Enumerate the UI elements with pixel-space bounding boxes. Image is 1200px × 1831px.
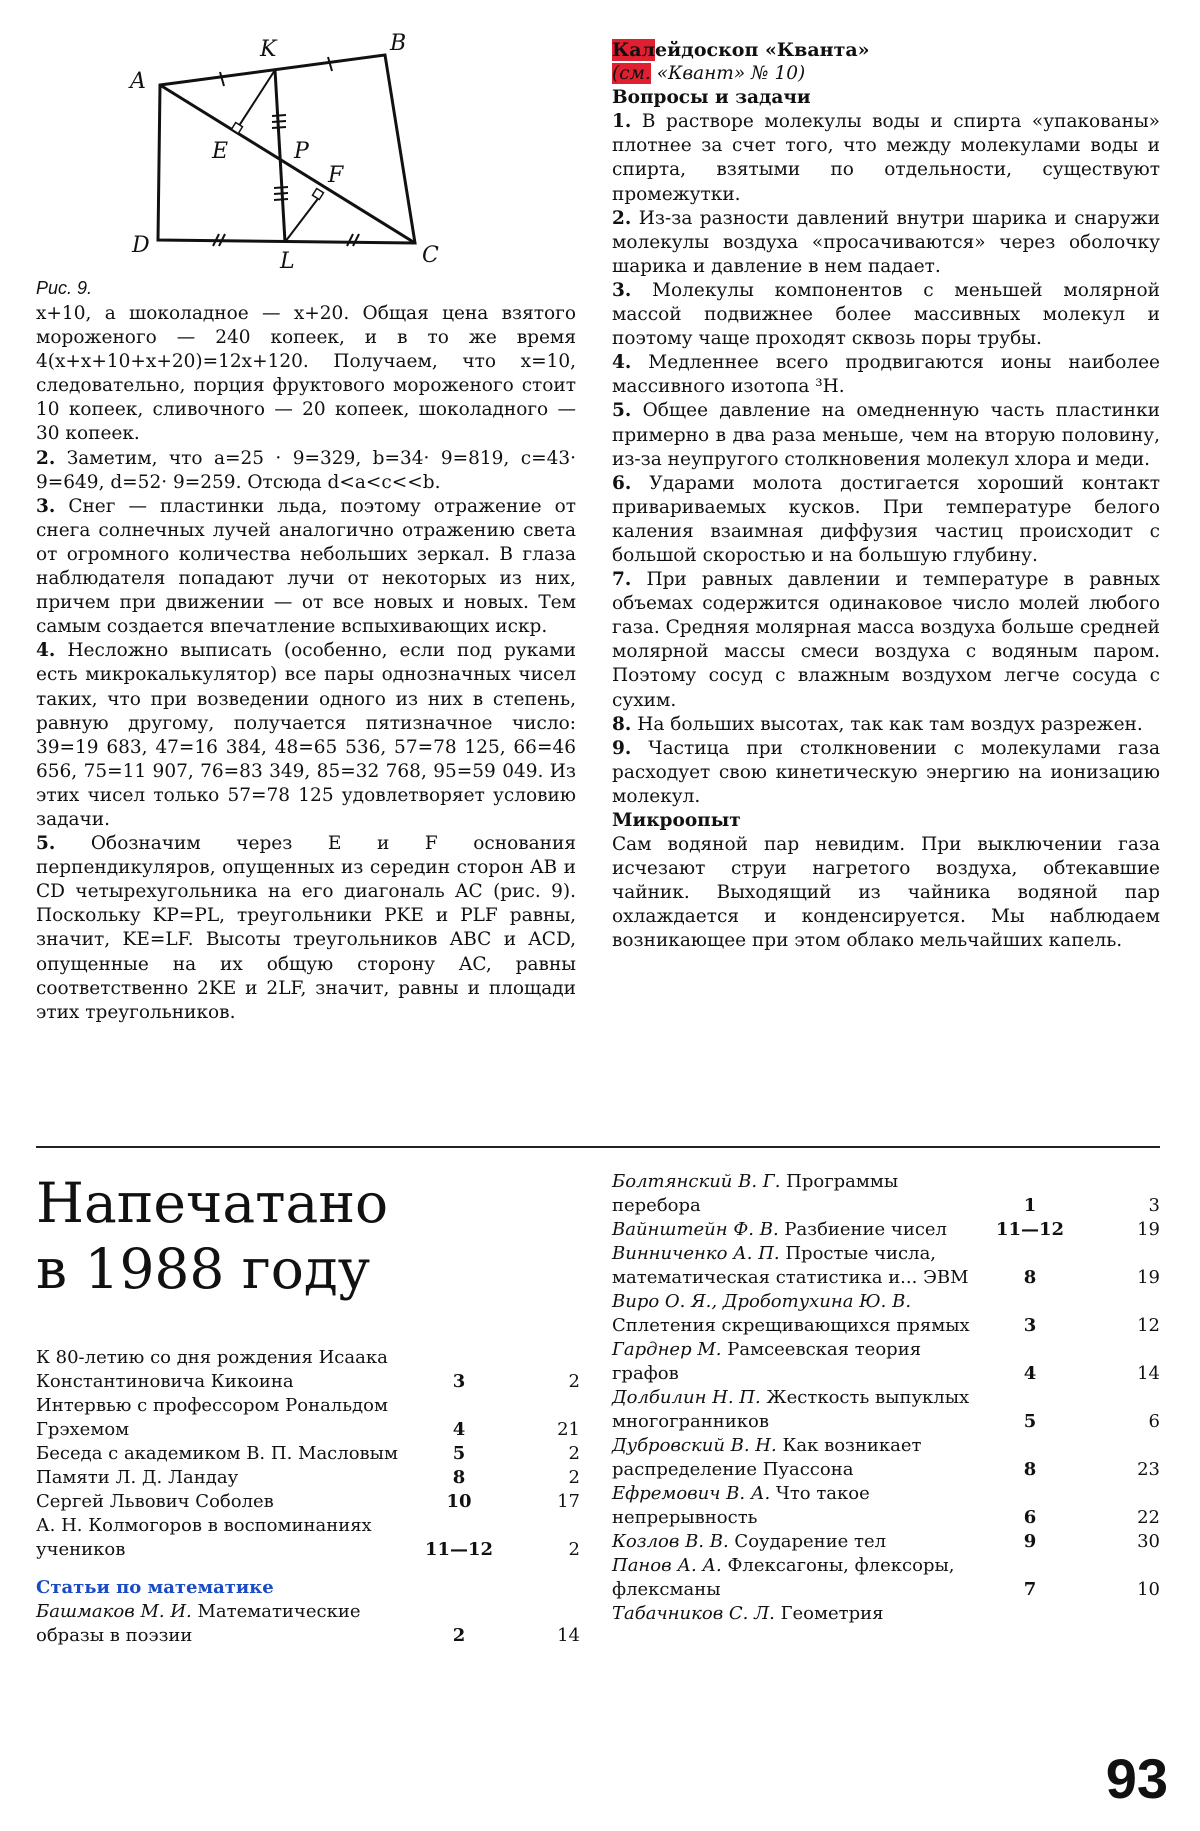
kaleidoscope-item: 7. При равных давлении и температуре в равных объемах содержится одинаковое число молей любого газа. Средняя молярная масса воздуха больше средней молярной массы смеси воздуха с водяным паром. Поэтому сосуд с влажным воздухом легче сосуда с сухим.: [612, 569, 1160, 711]
kaleidoscope-item: 4. Медленнее всего продвигаются ионы наиболее массивного изотопа ³H.: [612, 352, 1160, 398]
kaleidoscope-item: 3. Молекулы компонентов с меньшей молярной массой подвижнее более массивных молекул и поэтому чаще проходят сквозь поры трубы.: [612, 279, 1160, 350]
figure-caption: Рис. 9.: [36, 278, 93, 298]
kaleidoscope-item: 5. Общее давление на омедненную часть пластинки примерно в два раза меньше, чем на вторую половину, из-за неупругого столкновения молекул хлора и меди.: [612, 400, 1160, 470]
toc-right-column: [612, 1170, 1160, 1626]
toc-entry: Гарднер М. Рамсеевская теория графов 4 14: [612, 1339, 1160, 1384]
kaleidoscope-item: 2. Из-за разности давлений внутри шарика и снаружи молекулы воздуха «просачиваются» через оболочку шарика и давление в нем падает.: [612, 207, 1160, 277]
label-l: L: [280, 249, 295, 274]
issue-reference: (см. «Квант» № 10): [612, 63, 806, 85]
answer-3: 3. Снег — пластинки льда, поэтому отражение от снега солнечных лучей аналогично отражению света от огромного количества небольших зеркал. В глаза наблюдателя попадают лучи от некоторых из них, причем при движении — от все новых и новых. Тем самым создается впечатление вспыхивающих искр.: [36, 495, 576, 638]
label-k: K: [260, 37, 277, 62]
label-c: C: [422, 243, 439, 268]
toc-entry: Виро О. Я., Дроботухина Ю. В. Сплетения скрещивающихся прямых 3 12: [612, 1291, 1160, 1336]
answer-5: 5. Обозначим через E и F основания перпендикуляров, опущенных из середин сторон AB и CD четырехугольника на его диагональ AC (рис. 9). Поскольку KP=PL, треугольники PKE и PLF равны, значит, KE=LF. Высоты треугольников ABC и ACD, опущенные на их общую сторону AC, равны соответственно 2KE и 2LF, значит, равны и площади этих треугольников.: [36, 833, 576, 1023]
toc-entry: Винниченко А. П. Простые числа, математическая статистика и... ЭВМ 8 19: [612, 1243, 1160, 1288]
kaleidoscope-heading: Калейдоскоп «Кванта»: [612, 39, 870, 61]
toc-entry: К 80-летию со дня рождения Исаака Константиновича Кикоина 3 2: [36, 1347, 580, 1392]
toc-entry: Дубровский В. Н. Как возникает распределение Пуассона 8 23: [612, 1435, 1160, 1480]
kaleidoscope-item: 8. На больших высотах, так как там воздух разрежен.: [612, 713, 1143, 735]
page-number: 93: [1105, 1747, 1168, 1810]
section-questions-heading: Вопросы и задачи: [612, 87, 811, 109]
answer-continuation: x+10, а шоколадное — x+20. Общая цена взятого мороженого — 240 копеек, и в то же время 4(x+x+10+x+20)=12x+120. Получаем, что x=10, следовательно, порция фруктового мороженого стоит 10 копеек, сливочного — 20 копеек, шоколадного — 30 копеек.: [36, 303, 576, 445]
toc-left-column: [36, 1346, 580, 1648]
toc-entry: Интервью с профессором Рональдом Грэхемом 4 21: [36, 1395, 580, 1440]
kaleidoscope-answers-column: [612, 38, 1160, 954]
toc-entry: А. Н. Колмогоров в воспоминаниях учеников 11—12 2: [36, 1515, 580, 1560]
kaleidoscope-item: 9. Частица при столкновении с молекулами газа расходует свою кинетическую энергию на ионизацию молекул.: [612, 737, 1160, 807]
toc-entry: Памяти Л. Д. Ландау 8 2: [36, 1467, 580, 1488]
label-b: B: [390, 31, 407, 56]
diagonal-ac: [160, 85, 415, 243]
toc-entry: Сергей Львович Соболев 10 17: [36, 1491, 580, 1512]
label-d: D: [132, 233, 150, 258]
label-f: F: [328, 163, 344, 188]
label-a: A: [130, 69, 146, 94]
page-title: Напечатано в 1988 году: [36, 1171, 389, 1301]
microexperiment-text: Сам водяной пар невидим. При выключении газа исчезают струи нагретого воздуха, обтекавшие чайник. Выходящий из чайника водяной пар охлаждается и конденсируется. Мы наблюдаем возникающее при этом облако мельчайших капель.: [612, 834, 1160, 952]
label-e: E: [212, 139, 229, 164]
toc-entry: Болтянский В. Г. Программы перебора 1 3: [612, 1171, 1160, 1216]
toc-entry: Ефремович В. А. Что такое непрерывность 6 22: [612, 1483, 1160, 1528]
kaleidoscope-item: 6. Ударами молота достигается хороший контакт привариваемых кусков. При температуре белого каления взаимная диффузия частиц происходит с большой скоростью и на большую глубину.: [612, 472, 1160, 566]
label-p: P: [294, 139, 309, 164]
toc-entry: Панов А. А. Флексагоны, флексоры, флексманы 7 10: [612, 1555, 1160, 1600]
figure-9: [120, 30, 460, 280]
toc-entry: Вайнштейн Ф. В. Разбиение чисел 11—12 19: [612, 1219, 1160, 1240]
left-answers-column: [36, 302, 576, 1025]
answer-4: 4. Несложно выписать (особенно, если под руками есть микрокалькулятор) все пары однозначных чисел таких, что при возведении одного из них в степень, равную другому, получается пятизначное число: 39=19 683, 47=16 384, 48=65 536, 57=78 125, 66=46 656, 75=11 907, 76=83 349, 85=32 768, 95=59 049. Из этих чисел только 57=78 125 удовлетворяет условию задачи.: [36, 640, 576, 830]
toc-entry: Табачников С. Л. Геометрия: [612, 1603, 884, 1624]
perpendicular-lf: [285, 196, 320, 242]
toc-entry: Беседа с академиком В. П. Масловым 5 2: [36, 1443, 580, 1464]
section-divider: [36, 1146, 1160, 1148]
perpendicular-ke: [235, 70, 275, 132]
kaleidoscope-item: 1. В растворе молекулы воды и спирта «упакованы» плотнее за счет того, что между молекулами воды и спирта, взятыми по отдельности, существуют промежутки.: [612, 111, 1160, 205]
toc-entry: Козлов В. В. Соударение тел 9 30: [612, 1531, 1160, 1552]
toc-category-heading: Статьи по математике: [36, 1577, 274, 1598]
answer-2: 2. Заметим, что a=25 · 9=329, b=34· 9=819, c=43· 9=649, d=52· 9=259. Отсюда d<a<c<<b.: [36, 447, 576, 493]
section-microexperiment-heading: Микроопыт: [612, 810, 741, 831]
toc-entry: Долбилин Н. П. Жесткость выпуклых многогранников 5 6: [612, 1387, 1160, 1432]
toc-entry: Башмаков М. И. Математические образы в поэзии 2 14: [36, 1601, 580, 1646]
quadrilateral: [158, 55, 415, 243]
